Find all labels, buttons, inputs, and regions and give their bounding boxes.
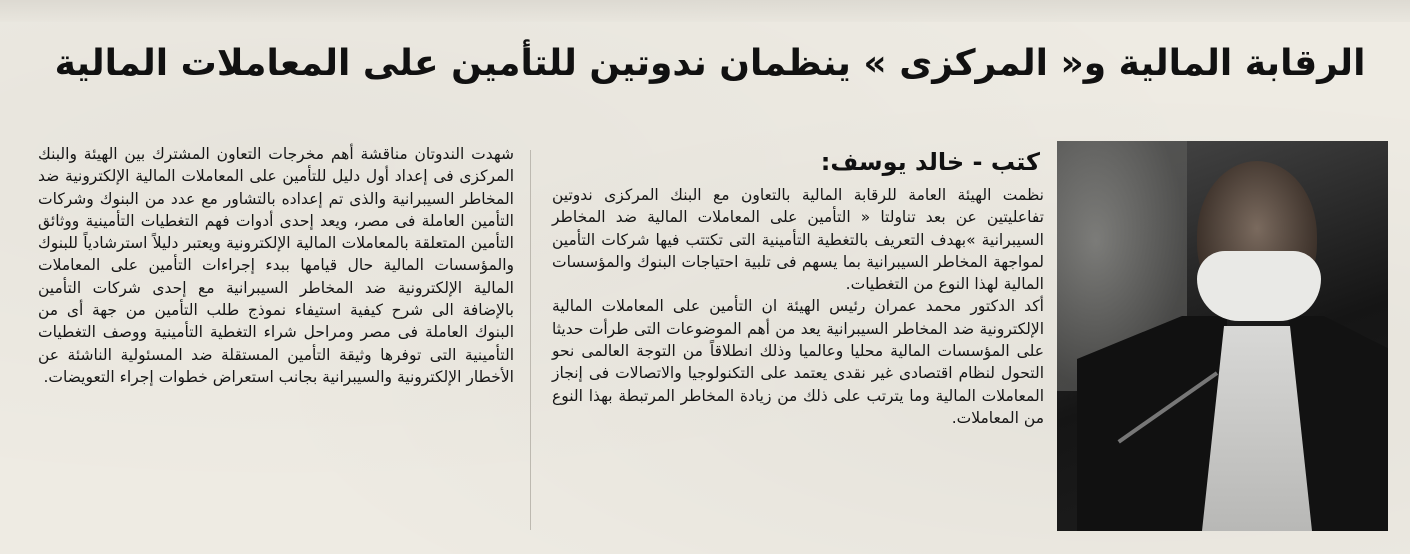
article-column-left	[38, 143, 514, 388]
column-divider	[530, 150, 531, 530]
paragraph: نظمت الهيئة العامة للرقابة المالية بالتعاون مع البنك المركزى ندوتين تفاعليتين عن بعد تناولتا « التأمين على المعاملات المالية ضد المخاطر السيبرانية »بهدف التعريف بالتغطية التأمينية التى تكتتب فيها شركات التأمين لمواجهة المخاطر السيبرانية بما يسهم فى تلبية احتياجات البنوك والمؤسسات المالية لهذا النوع من التغطيات.	[552, 186, 1044, 294]
article-photo	[1057, 141, 1388, 531]
photo-face-mask	[1197, 251, 1321, 321]
paragraph: شهدت الندوتان مناقشة أهم مخرجات التعاون المشترك بين الهيئة والبنك المركزى فى إعداد أول دليل للتأمين على المعاملات المالية الإلكترونية ضد المخاطر السيبرانية والذى تم إعداده بالتشاور مع عدد من البنوك وشركات التأمين العاملة فى مصر، ويعد إحدى أدوات فهم التغطيات التأمينية ووثائق التأمين المتعلقة بالمعاملات المالية الإلكترونية ويعتبر دليلاً استرشادياً للبنوك والمؤسسات المالية حال قيامها ببدء إجراءات التأمين على المعاملات المالية الإلكترونية ضد المخاطر السيبرانية مع إحدى شركات التأمين بالإضافة الى شرح كيفية استيفاء نموذج طلب التأمين من جهة أى من البنوك العاملة فى مصر ومراحل شراء التغطية التأمينية ووصف التغطيات التأمينية التى توفرها وثيقة التأمين المستقلة ضد المسئولية الناشئة عن الأخطار الإلكترونية والسيبرانية بجانب استعراض خطوات إجراء التعويضات.	[38, 145, 514, 386]
article-column-right	[552, 184, 1044, 429]
article-byline: كتب - خالد يوسف:	[820, 148, 1040, 176]
top-bleed-strip	[0, 0, 1410, 22]
article-headline: الرقابة المالية و« المركزى » ينظمان ندوتين للتأمين على المعاملات المالية	[54, 43, 1366, 84]
paragraph: أكد الدكتور محمد عمران رئيس الهيئة ان التأمين على المعاملات المالية الإلكترونية ضد المخاطر السيبرانية يعد من أهم الموضوعات التى طرأت حديثا على المؤسسات المالية محليا وعالميا وذلك انطلاقاً من التوجة العالمى نحو التحول لنظام اقتصادى غير نقدى يعتمد على التكنولوجيا والاتصالات فى إنجاز المعاملات المالية وما يترتب على ذلك من زيادة المخاطر المرتبطة بهذا النوع من المعاملات.	[552, 297, 1044, 427]
